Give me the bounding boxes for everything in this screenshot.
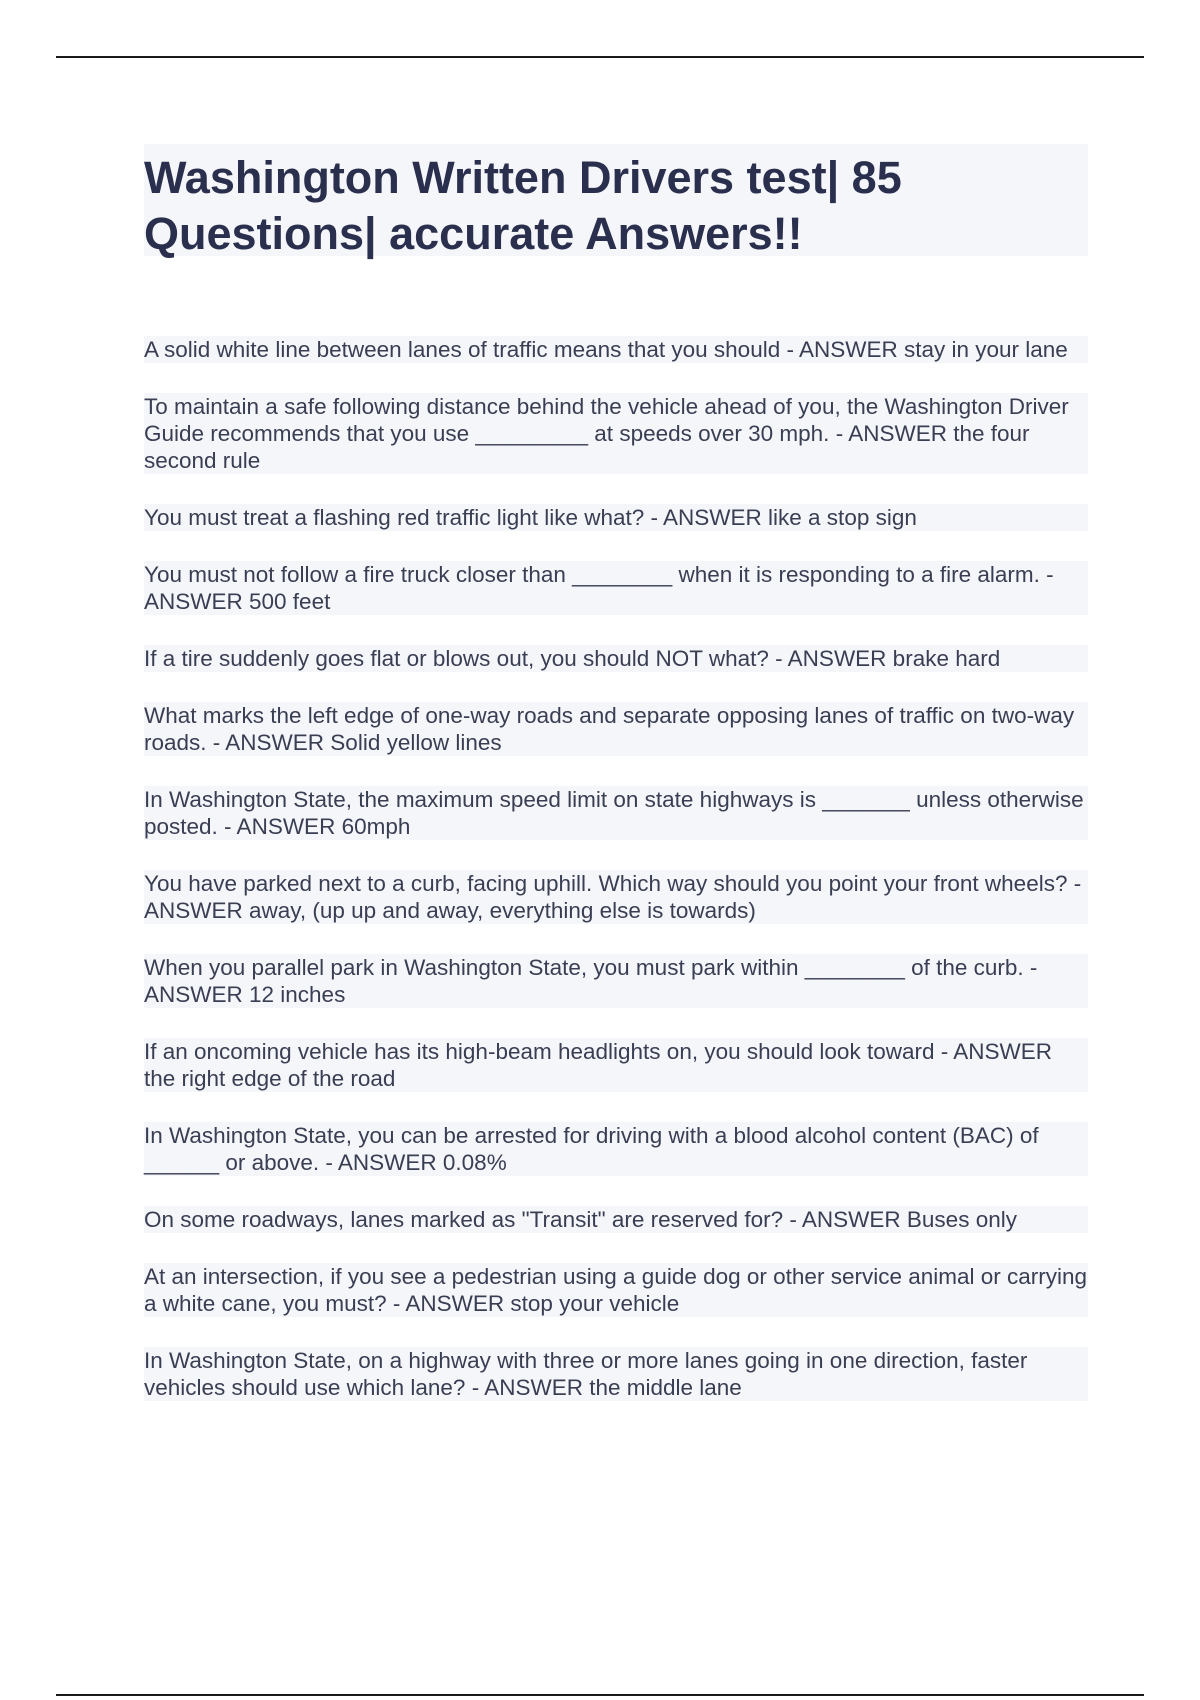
qa-item: [144, 336, 1088, 363]
qa-text: If an oncoming vehicle has its high-beam headlights on, you should look toward - ANSWER the right edge of the road: [144, 1039, 1052, 1091]
qa-item: [144, 1206, 1088, 1233]
qa-text: At an intersection, if you see a pedestrian using a guide dog or other service animal or carrying a white cane, you must? - ANSWER stop your vehicle: [144, 1264, 1088, 1316]
qa-text: You have parked next to a curb, facing uphill. Which way should you point your front wheels? - ANSWER away, (up up and away, everything else is towards): [144, 871, 1082, 923]
qa-text: When you parallel park in Washington State, you must park within ________ of the curb. - ANSWER 12 inches: [144, 955, 1038, 1007]
qa-item: [144, 1038, 1088, 1092]
qa-text: What marks the left edge of one-way roads and separate opposing lanes of traffic on two-way roads. - ANSWER Solid yellow lines: [144, 703, 1075, 755]
qa-list: [144, 336, 1088, 1431]
qa-text: A solid white line between lanes of traffic means that you should - ANSWER stay in your lane: [144, 337, 1068, 362]
qa-item: [144, 870, 1088, 924]
qa-text: In Washington State, the maximum speed limit on state highways is _______ unless otherwise posted. - ANSWER 60mph: [144, 787, 1084, 839]
qa-item: [144, 1347, 1088, 1401]
qa-text: You must treat a flashing red traffic light like what? - ANSWER like a stop sign: [144, 505, 917, 530]
qa-text: On some roadways, lanes marked as "Transit" are reserved for? - ANSWER Buses only: [144, 1207, 1017, 1232]
qa-text: In Washington State, you can be arrested for driving with a blood alcohol content (BAC) of ______ or above. - ANSWER 0.08%: [144, 1123, 1039, 1175]
qa-text: To maintain a safe following distance behind the vehicle ahead of you, the Washington Driver Guide recommends that you use _________ at speeds over 30 mph. - ANSWER the four second rule: [144, 394, 1069, 473]
qa-item: [144, 561, 1088, 615]
document-title: Washington Written Drivers test| 85 Questions| accurate Answers!!: [144, 152, 902, 259]
qa-item: [144, 504, 1088, 531]
qa-item: [144, 954, 1088, 1008]
title-block: [144, 144, 1088, 259]
qa-text: You must not follow a fire truck closer than ________ when it is responding to a fire alarm. - ANSWER 500 feet: [144, 562, 1054, 614]
qa-item: [144, 393, 1088, 474]
qa-item: [144, 645, 1088, 672]
qa-text: If a tire suddenly goes flat or blows out, you should NOT what? - ANSWER brake hard: [144, 646, 1001, 671]
top-rule: [56, 56, 1144, 58]
qa-item: [144, 1263, 1088, 1317]
qa-item: [144, 1122, 1088, 1176]
bottom-rule: [56, 1694, 1144, 1696]
qa-item: [144, 702, 1088, 756]
qa-item: [144, 786, 1088, 840]
qa-text: In Washington State, on a highway with three or more lanes going in one direction, faster vehicles should use which lane? - ANSWER the middle lane: [144, 1348, 1028, 1400]
